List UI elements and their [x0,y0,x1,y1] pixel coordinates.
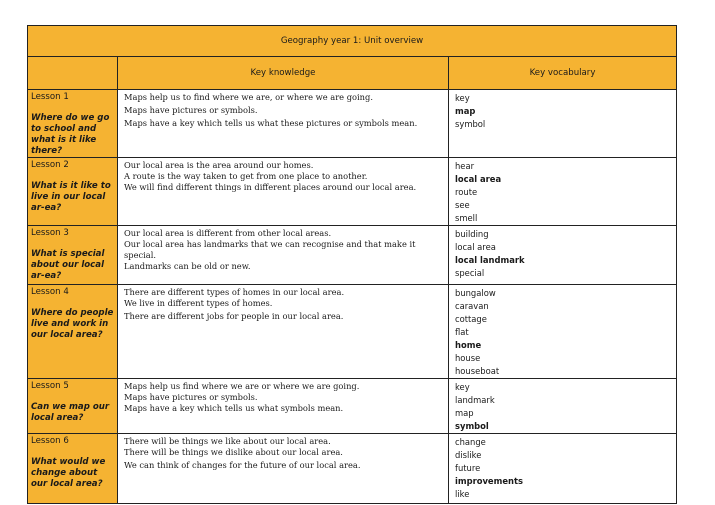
lesson-row [28,158,677,226]
knowledge-cell [118,158,449,226]
lesson-label: Lesson 5 [31,381,69,391]
knowledge-line: Our local area is the area around our homes. [124,160,314,170]
vocab-item: smell [455,213,478,223]
knowledge-line: Maps have pictures or symbols. [124,105,258,115]
lesson-label: Lesson 3 [31,228,69,238]
vocab-item: like [455,489,470,499]
lesson-row [28,434,677,504]
lesson-label: Lesson 2 [31,160,69,170]
knowledge-cell [118,379,449,434]
vocabulary-cell [449,285,677,379]
vocab-item: local area [455,174,502,184]
vocab-item: symbol [455,119,486,129]
vocab-item: route [455,187,478,197]
lesson-row [28,285,677,379]
lesson-cell [28,158,118,226]
knowledge-line: We can think of changes for the future of our local area. [124,460,361,470]
knowledge-line: A route is the way taken to get from one place to another. [124,171,368,181]
lesson-row [28,226,677,285]
knowledge-cell [118,434,449,504]
vocab-item: landmark [455,395,495,405]
knowledge-line: Maps help us to find where we are, or where we are going. [124,92,373,102]
lesson-cell [28,90,118,158]
lesson-label: Lesson 4 [31,287,69,297]
knowledge-cell [118,226,449,285]
vocab-item: map [455,106,476,116]
vocabulary-cell [449,226,677,285]
lesson-question: What is special about our local ar-ea? [31,249,105,281]
knowledge-cell [118,90,449,158]
vocab-item: hear [455,161,475,171]
vocab-item: home [455,340,482,350]
lesson-cell [28,379,118,434]
knowledge-line: Landmarks can be old or new. [124,261,251,271]
lesson-question: Can we map our local area? [31,402,110,423]
vocab-item: special [455,268,485,278]
lesson-cell [28,226,118,285]
header-key-vocabulary: Key vocabulary [449,57,677,90]
knowledge-line: Our local area has landmarks that we can recognise and that make it special. [124,239,416,260]
title-row [28,26,677,57]
vocab-item: flat [455,327,469,337]
unit-overview-table [27,25,677,504]
lesson-question: What is it like to live in our local ar-ea? [31,181,111,213]
knowledge-line: Maps help us find where we are or where we are going. [124,381,360,391]
vocab-item: local area [455,242,496,252]
vocabulary-cell [449,158,677,226]
header-empty-cell [28,57,118,90]
lesson-row [28,90,677,158]
vocab-item: bungalow [455,288,496,298]
lesson-label: Lesson 1 [31,92,69,102]
vocabulary-cell [449,434,677,504]
vocabulary-cell [449,379,677,434]
vocab-item: see [455,200,470,210]
vocab-item: future [455,463,481,473]
vocab-item: caravan [455,301,489,311]
vocab-item: key [455,93,470,103]
knowledge-line: There will be things we dislike about our local area. [124,447,343,457]
knowledge-line: There are different types of homes in our local area. [124,287,345,297]
knowledge-line: Our local area is different from other local areas. [124,228,332,238]
vocab-item: houseboat [455,366,500,376]
lesson-cell [28,434,118,504]
vocab-item: change [455,437,486,447]
vocab-item: key [455,382,470,392]
vocab-item: map [455,408,474,418]
lesson-question: What would we change about our local area? [31,457,106,489]
vocab-item: symbol [455,421,489,431]
knowledge-line: Maps have pictures or symbols. [124,392,258,402]
vocab-item: dislike [455,450,482,460]
vocab-item: improvements [455,476,523,486]
table-title: Geography year 1: Unit overview [28,26,677,57]
knowledge-line: There are different jobs for people in our local area. [124,311,344,321]
vocab-item: building [455,229,489,239]
lesson-question: Where do people live and work in our local area? [31,308,114,340]
knowledge-line: We live in different types of homes. [124,298,273,308]
lesson-row [28,379,677,434]
knowledge-line: Maps have a key which tells us what these pictures or symbols mean. [124,118,418,128]
knowledge-line: Maps have a key which tells us what symbols mean. [124,403,344,413]
vocab-item: local landmark [455,255,525,265]
vocab-item: cottage [455,314,487,324]
knowledge-line: There will be things we like about our local area. [124,436,331,446]
header-row [28,57,677,90]
lesson-question: Where do we go to school and what is it like there? [31,113,110,156]
lesson-label: Lesson 6 [31,436,69,446]
lesson-cell [28,285,118,379]
vocab-item: house [455,353,481,363]
knowledge-line: We will find different things in different places around our local area. [124,182,417,192]
vocabulary-cell [449,90,677,158]
header-key-knowledge: Key knowledge [118,57,449,90]
knowledge-cell [118,285,449,379]
